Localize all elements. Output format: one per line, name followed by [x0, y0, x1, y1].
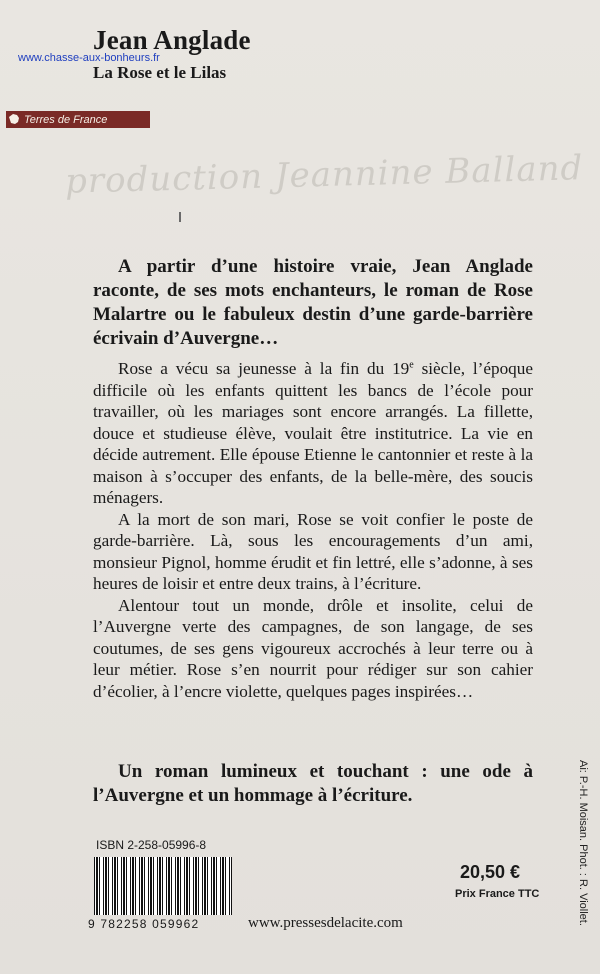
collection-banner [6, 111, 150, 128]
blurb-paragraph-1-end: siècle, l’époque difficile où les enfants quittent les bancs de l’école pour travailler, où les mariages sont encore arrangés. La fillette, douce et studieuse élève, voulait être institutrice. La vie en décide autrement. Elle épouse Etienne le cantonnier et reste à la maison à s’occuper des enfants, de la belle-mère, des soucis ménagers. [93, 359, 533, 507]
blurb-paragraph-2: A la mort de son mari, Rose se voit confier le poste de garde-barrière. Là, sous les encouragements d’un ami, monsieur Pignol, homme érudit et fin lettré, elle s’adonne, à ses heures de loisir et entre deux trains, à l’écriture. [93, 509, 533, 593]
collection-label: Terres de France [24, 113, 108, 126]
photo-credit: Ai: P.-H. Moisan. Phot. : R. Viollet. [577, 760, 589, 926]
barcode-digits: 9 782258 059962 [88, 917, 200, 931]
website-watermark: www.chasse-aux-bonheurs.fr [18, 52, 160, 64]
price-label: Prix France TTC [455, 888, 540, 900]
handwritten-note: production Jeannine Balland [64, 148, 584, 202]
blurb-closing: Un roman lumineux et touchant : une ode à l’Auvergne et un hommage à l’écriture. [93, 761, 533, 806]
blurb-lead: A partir d’une histoire vraie, Jean Anglade raconte, de ses mots enchanteurs, le roman de Rose Malartre ou le fabuleux destin d’une garde-barrière écrivain d’Auvergne… [93, 256, 533, 349]
blurb-paragraph-1 [93, 358, 533, 509]
century-superscript: e [409, 359, 414, 371]
barcode [94, 857, 232, 915]
france-map-icon [6, 111, 22, 128]
blurb-paragraph-3: Alentour tout un monde, drôle et insolite, celui de l’Auvergne verte des campagnes, de son langage, de ses coutumes, de ses gens vigoureux accrochés à leur terre ou à leur métier. Rose s’en nourrit pour rédiger sur son cahier d’écolier, à l’encre violette, quelques pages inspirées… [93, 595, 533, 701]
ink-mark [179, 212, 181, 222]
isbn-label: ISBN 2-258-05996-8 [96, 838, 207, 852]
blurb-paragraph-1-start: Rose a vécu sa jeunesse à la fin du 19 [118, 359, 410, 378]
author-name: Jean Anglade [93, 25, 251, 55]
blurb-body [93, 358, 533, 702]
price: 20,50 € [460, 862, 521, 882]
book-title: La Rose et le Lilas [93, 63, 227, 82]
publisher-website: www.pressesdelacite.com [248, 915, 403, 931]
